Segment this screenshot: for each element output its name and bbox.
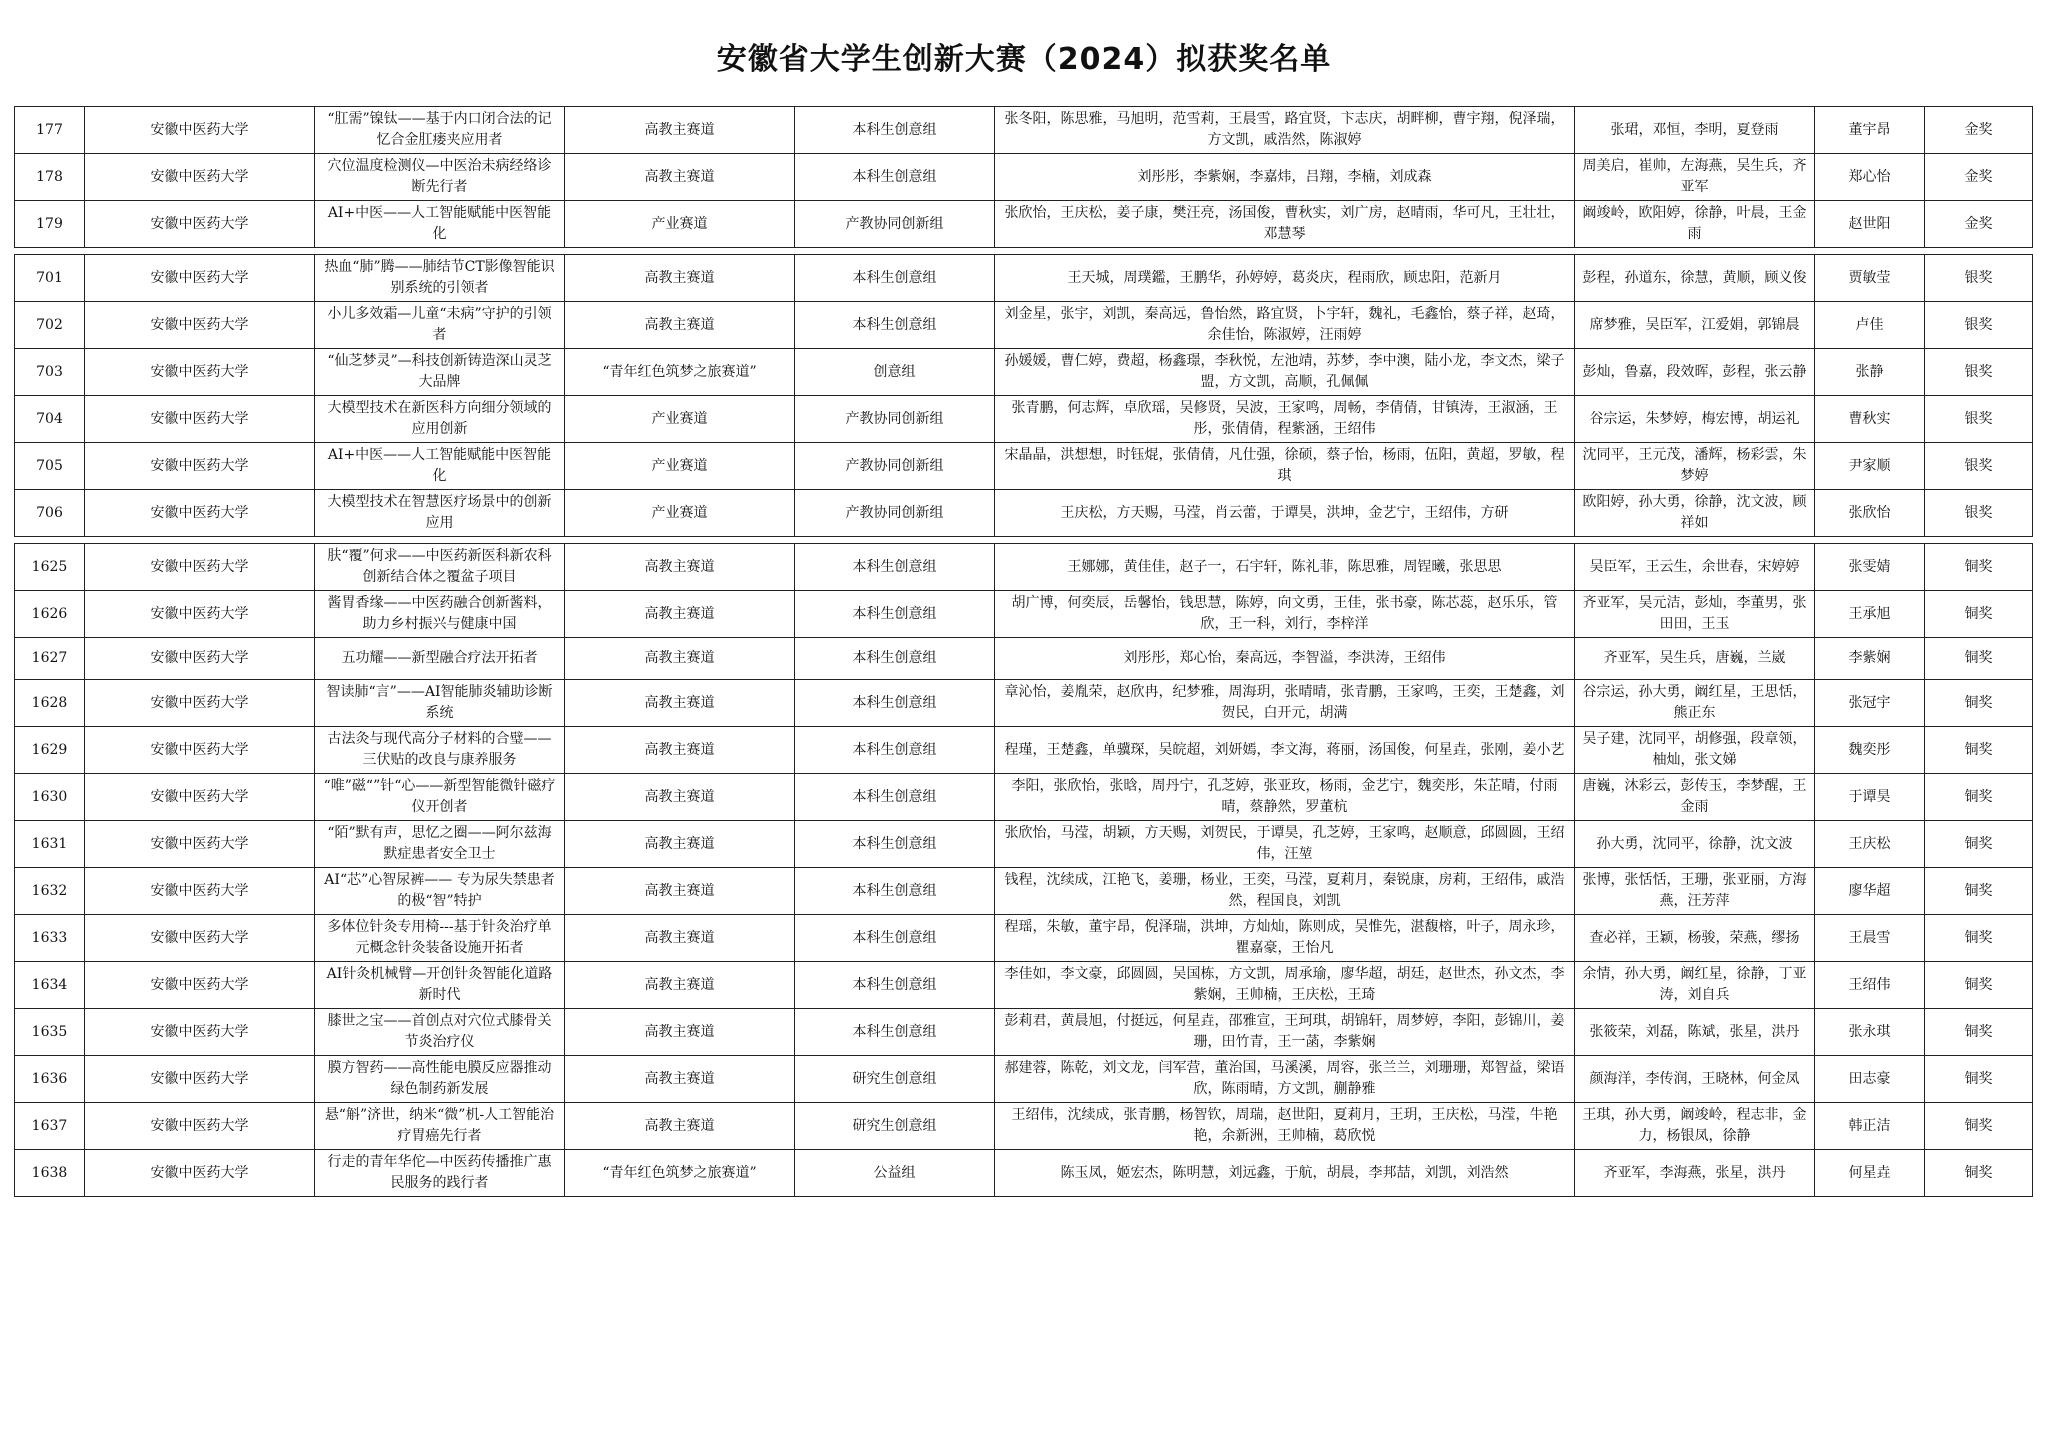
school-cell: 安徽中医药大学: [85, 1103, 315, 1150]
advisors-cell: 孙大勇，沈同平，徐静，沈文波: [1575, 821, 1815, 868]
school-cell: 安徽中医药大学: [85, 774, 315, 821]
group-cell: 创意组: [795, 349, 995, 396]
award-cell: 银奖: [1925, 443, 2033, 490]
award-cell: 铜奖: [1925, 544, 2033, 591]
group-cell: 研究生创意组: [795, 1103, 995, 1150]
award-cell: 铜奖: [1925, 680, 2033, 727]
advisors-cell: 颜海洋，李传润，王晓林，何金凤: [1575, 1056, 1815, 1103]
award-cell: 铜奖: [1925, 962, 2033, 1009]
leader-cell: 于谭昊: [1815, 774, 1925, 821]
project-cell: 肤“覆”何求——中医药新医科新农科创新结合体之覆盆子项目: [315, 544, 565, 591]
award-cell: 金奖: [1925, 154, 2033, 201]
group-cell: 本科生创意组: [795, 962, 995, 1009]
school-cell: 安徽中医药大学: [85, 349, 315, 396]
members-cell: 李阳，张欣怡，张晗，周丹宁，孔芝婷，张亚玫，杨雨，金艺宁，魏奕彤，朱芷晴，付雨晴，蔡静然，罗董杭: [995, 774, 1575, 821]
track-cell: 高教主赛道: [565, 868, 795, 915]
table-row: [15, 544, 2033, 591]
table-row: [15, 154, 2033, 201]
leader-cell: 张冠宇: [1815, 680, 1925, 727]
award-cell: 铜奖: [1925, 821, 2033, 868]
table-row: [15, 302, 2033, 349]
leader-cell: 张永琪: [1815, 1009, 1925, 1056]
track-cell: 产业赛道: [565, 396, 795, 443]
advisors-cell: 齐亚军，李海燕，张星，洪丹: [1575, 1150, 1815, 1197]
award-cell: 金奖: [1925, 107, 2033, 154]
table-row: [15, 1056, 2033, 1103]
members-cell: 刘彤彤，郑心怡，秦高远，李智溢，李洪涛，王绍伟: [995, 638, 1575, 680]
members-cell: 张欣怡，马滢，胡颖，方天赐，刘贺民，于谭昊，孔芝婷，王家鸣，赵顺意，邱圆圆，王绍伟，汪堃: [995, 821, 1575, 868]
award-cell: 银奖: [1925, 302, 2033, 349]
table-row: [15, 1150, 2033, 1197]
group-cell: 产教协同创新组: [795, 490, 995, 537]
number-cell: 1633: [15, 915, 85, 962]
leader-cell: 张静: [1815, 349, 1925, 396]
number-cell: 1636: [15, 1056, 85, 1103]
leader-cell: 王承旭: [1815, 591, 1925, 638]
leader-cell: 郑心怡: [1815, 154, 1925, 201]
leader-cell: 王晨雪: [1815, 915, 1925, 962]
leader-cell: 田志豪: [1815, 1056, 1925, 1103]
number-cell: 1630: [15, 774, 85, 821]
school-cell: 安徽中医药大学: [85, 302, 315, 349]
advisors-cell: 张博，张恬恬，王珊，张亚丽，方海燕，汪芳萍: [1575, 868, 1815, 915]
number-cell: 701: [15, 255, 85, 302]
track-cell: 高教主赛道: [565, 591, 795, 638]
table-row: [15, 349, 2033, 396]
track-cell: 高教主赛道: [565, 915, 795, 962]
project-cell: 小儿多效霜—儿童“未病”守护的引领者: [315, 302, 565, 349]
number-cell: 1629: [15, 727, 85, 774]
project-cell: 穴位温度检测仪—中医治未病经络诊断先行者: [315, 154, 565, 201]
group-cell: 本科生创意组: [795, 544, 995, 591]
award-table-section: [14, 254, 2033, 537]
track-cell: 高教主赛道: [565, 638, 795, 680]
table-row: [15, 868, 2033, 915]
school-cell: 安徽中医药大学: [85, 821, 315, 868]
project-cell: 古法灸与现代高分子材料的合璧——三伏贴的改良与康养服务: [315, 727, 565, 774]
table-row: [15, 107, 2033, 154]
school-cell: 安徽中医药大学: [85, 396, 315, 443]
members-cell: 王庆松，方天赐，马滢，肖云蕾，于谭昊，洪坤，金艺宁，王绍伟，方研: [995, 490, 1575, 537]
table-row: [15, 255, 2033, 302]
project-cell: 大模型技术在新医科方向细分领域的应用创新: [315, 396, 565, 443]
members-cell: 王天城，周璞鑑，王鹏华，孙婷婷，葛炎庆，程雨欣，顾忠阳，范新月: [995, 255, 1575, 302]
leader-cell: 张欣怡: [1815, 490, 1925, 537]
project-cell: AI+中医——人工智能赋能中医智能化: [315, 201, 565, 248]
number-cell: 1634: [15, 962, 85, 1009]
project-cell: 行走的青年华佗—中医药传播推广惠民服务的践行者: [315, 1150, 565, 1197]
table-row: [15, 774, 2033, 821]
award-cell: 银奖: [1925, 396, 2033, 443]
members-cell: 郝建蓉，陈乾，刘文龙，闫军营，董治国，马溪溪，周容，张兰兰，刘珊珊，郑智益，梁语欣，陈雨晴，方文凯，蒯静雅: [995, 1056, 1575, 1103]
group-cell: 本科生创意组: [795, 868, 995, 915]
table-row: [15, 1009, 2033, 1056]
members-cell: 宋晶晶，洪想想，时钰焜，张倩倩，凡仕强，徐硕，蔡子怡，杨雨，伍阳，黄超，罗敏，程琪: [995, 443, 1575, 490]
advisors-cell: 欧阳婷，孙大勇，徐静，沈文波，顾祥如: [1575, 490, 1815, 537]
project-cell: “肛需”镍钛——基于内口闭合法的记忆合金肛瘘夹应用者: [315, 107, 565, 154]
advisors-cell: 吴子建，沈同平，胡修强，段章领，柚灿，张文娣: [1575, 727, 1815, 774]
number-cell: 1625: [15, 544, 85, 591]
number-cell: 179: [15, 201, 85, 248]
group-cell: 本科生创意组: [795, 302, 995, 349]
group-cell: 产教协同创新组: [795, 443, 995, 490]
group-cell: 本科生创意组: [795, 680, 995, 727]
project-cell: “仙芝梦灵”—科技创新铸造深山灵芝大品牌: [315, 349, 565, 396]
number-cell: 703: [15, 349, 85, 396]
award-cell: 银奖: [1925, 349, 2033, 396]
track-cell: “青年红色筑梦之旅赛道”: [565, 349, 795, 396]
project-cell: “陌”默有声，思忆之圈——阿尔兹海默症患者安全卫士: [315, 821, 565, 868]
number-cell: 1635: [15, 1009, 85, 1056]
leader-cell: 尹家顺: [1815, 443, 1925, 490]
school-cell: 安徽中医药大学: [85, 490, 315, 537]
advisors-cell: 周美启，崔帅，左海燕，吴生兵，齐亚军: [1575, 154, 1815, 201]
number-cell: 1628: [15, 680, 85, 727]
table-row: [15, 915, 2033, 962]
leader-cell: 卢佳: [1815, 302, 1925, 349]
advisors-cell: 齐亚军，吴元洁，彭灿，李董男，张田田，王玉: [1575, 591, 1815, 638]
members-cell: 张欣怡，王庆松，姜子康，樊汪亮，汤国俊，曹秋实，刘广房，赵晴雨，华可凡，王壮壮，邓慧琴: [995, 201, 1575, 248]
number-cell: 1632: [15, 868, 85, 915]
members-cell: 陈玉凤，姬宏杰，陈明慧，刘远鑫，于航，胡晨，李邦喆，刘凯，刘浩然: [995, 1150, 1575, 1197]
group-cell: 本科生创意组: [795, 154, 995, 201]
track-cell: 高教主赛道: [565, 302, 795, 349]
project-cell: 酱胃香缘——中医药融合创新酱料，助力乡村振兴与健康中国: [315, 591, 565, 638]
advisors-cell: 谷宗运，朱梦婷，梅宏博，胡运礼: [1575, 396, 1815, 443]
award-cell: 铜奖: [1925, 1150, 2033, 1197]
school-cell: 安徽中医药大学: [85, 915, 315, 962]
table-row: [15, 443, 2033, 490]
award-cell: 铜奖: [1925, 1009, 2033, 1056]
leader-cell: 廖华超: [1815, 868, 1925, 915]
award-cell: 铜奖: [1925, 591, 2033, 638]
award-cell: 铜奖: [1925, 868, 2033, 915]
members-cell: 程瑾，王楚鑫，单骥琛，吴皖超，刘妍嫣，李文海，蒋丽，汤国俊，何星垚，张刚，姜小艺: [995, 727, 1575, 774]
award-list: [14, 94, 2032, 1197]
project-cell: “唯”磁“”针“心——新型智能微针磁疗仪开创者: [315, 774, 565, 821]
table-row: [15, 680, 2033, 727]
project-cell: AI+中医——人工智能赋能中医智能化: [315, 443, 565, 490]
members-cell: 彭莉君，黄晨旭，付挺远，何星垚，邵雅宣，王珂琪，胡锦轩，周梦婷，李阳，彭锦川，姜珊，田竹青，王一菡，李紫娴: [995, 1009, 1575, 1056]
leader-cell: 董宇昂: [1815, 107, 1925, 154]
table-row: [15, 1103, 2033, 1150]
school-cell: 安徽中医药大学: [85, 107, 315, 154]
project-cell: 膜方智药——高性能电膜反应器推动绿色制药新发展: [315, 1056, 565, 1103]
project-cell: 大模型技术在智慧医疗场景中的创新应用: [315, 490, 565, 537]
members-cell: 刘彤彤，李紫娴，李嘉炜，吕翔，李楠，刘成森: [995, 154, 1575, 201]
number-cell: 706: [15, 490, 85, 537]
number-cell: 1626: [15, 591, 85, 638]
advisors-cell: 查必祥，王颖，杨骏，荣燕，缪扬: [1575, 915, 1815, 962]
group-cell: 本科生创意组: [795, 638, 995, 680]
group-cell: 本科生创意组: [795, 915, 995, 962]
project-cell: 膝世之宝——首创点对穴位式膝骨关节炎治疗仪: [315, 1009, 565, 1056]
track-cell: 高教主赛道: [565, 1009, 795, 1056]
group-cell: 研究生创意组: [795, 1056, 995, 1103]
award-cell: 银奖: [1925, 490, 2033, 537]
advisors-cell: 席梦雅，吴臣军，江爱娟，郭锦晨: [1575, 302, 1815, 349]
project-cell: 智读肺“言”——AI智能肺炎辅助诊断系统: [315, 680, 565, 727]
leader-cell: 赵世阳: [1815, 201, 1925, 248]
advisors-cell: 张珺，邓恒，李明，夏登雨: [1575, 107, 1815, 154]
award-table-section: [14, 106, 2033, 248]
track-cell: 高教主赛道: [565, 727, 795, 774]
track-cell: “青年红色筑梦之旅赛道”: [565, 1150, 795, 1197]
school-cell: 安徽中医药大学: [85, 727, 315, 774]
advisors-cell: 齐亚军，吴生兵，唐巍，兰崴: [1575, 638, 1815, 680]
number-cell: 177: [15, 107, 85, 154]
award-cell: 金奖: [1925, 201, 2033, 248]
group-cell: 产教协同创新组: [795, 201, 995, 248]
table-row: [15, 201, 2033, 248]
group-cell: 本科生创意组: [795, 821, 995, 868]
track-cell: 高教主赛道: [565, 154, 795, 201]
track-cell: 高教主赛道: [565, 544, 795, 591]
school-cell: 安徽中医药大学: [85, 591, 315, 638]
project-cell: 悬“斛”济世，纳米“微”机-人工智能治疗胃癌先行者: [315, 1103, 565, 1150]
track-cell: 高教主赛道: [565, 255, 795, 302]
school-cell: 安徽中医药大学: [85, 680, 315, 727]
members-cell: 刘金星，张宇，刘凯，秦高远，鲁怡然，路宜贤，卜宇轩，魏礼，毛鑫怡，蔡子祥，赵琦，余佳怡，陈淑婷，汪雨婷: [995, 302, 1575, 349]
school-cell: 安徽中医药大学: [85, 1150, 315, 1197]
track-cell: 产业赛道: [565, 201, 795, 248]
award-cell: 铜奖: [1925, 638, 2033, 680]
leader-cell: 贾敏莹: [1815, 255, 1925, 302]
members-cell: 胡广博，何奕辰，岳馨怡，钱思慧，陈婷，向文勇，王佳，张书豪，陈芯蕊，赵乐乐，管欣，王一科，刘行，李梓洋: [995, 591, 1575, 638]
group-cell: 本科生创意组: [795, 107, 995, 154]
table-row: [15, 638, 2033, 680]
group-cell: 本科生创意组: [795, 1009, 995, 1056]
project-cell: AI“芯”心智尿裤—— 专为尿失禁患者的极“智”特护: [315, 868, 565, 915]
award-cell: 铜奖: [1925, 774, 2033, 821]
school-cell: 安徽中医药大学: [85, 154, 315, 201]
advisors-cell: 唐巍，沐彩云，彭传玉，李梦醒，王金雨: [1575, 774, 1815, 821]
advisors-cell: 彭灿，鲁嘉，段效晖，彭程，张云静: [1575, 349, 1815, 396]
table-row: [15, 962, 2033, 1009]
school-cell: 安徽中医药大学: [85, 255, 315, 302]
number-cell: 702: [15, 302, 85, 349]
number-cell: 704: [15, 396, 85, 443]
number-cell: 1627: [15, 638, 85, 680]
advisors-cell: 余情，孙大勇，阚红星，徐静，丁亚涛，刘自兵: [1575, 962, 1815, 1009]
group-cell: 本科生创意组: [795, 591, 995, 638]
members-cell: 程瑶，朱敏，董宇昂，倪泽瑞，洪坤，方灿灿，陈则成，吴惟先，湛馥榕，叶子，周永珍，瞿嘉豪，王怡凡: [995, 915, 1575, 962]
table-row: [15, 591, 2033, 638]
track-cell: 产业赛道: [565, 443, 795, 490]
advisors-cell: 吴臣军，王云生，余世春，宋婷婷: [1575, 544, 1815, 591]
number-cell: 1631: [15, 821, 85, 868]
number-cell: 1637: [15, 1103, 85, 1150]
table-row: [15, 490, 2033, 537]
number-cell: 705: [15, 443, 85, 490]
award-cell: 铜奖: [1925, 1103, 2033, 1150]
track-cell: 产业赛道: [565, 490, 795, 537]
number-cell: 178: [15, 154, 85, 201]
leader-cell: 韩正洁: [1815, 1103, 1925, 1150]
project-cell: 热血“肺”腾——肺结节CT影像智能识别系统的引领者: [315, 255, 565, 302]
table-row: [15, 396, 2033, 443]
advisors-cell: 阚竣岭，欧阳婷，徐静，叶晨，王金雨: [1575, 201, 1815, 248]
members-cell: 张冬阳，陈思雅，马旭明，范雪莉，王晨雪，路宜贤，卞志庆，胡畔柳，曹宇翔，倪泽瑞，方文凯，戚浩然，陈淑婷: [995, 107, 1575, 154]
leader-cell: 王庆松: [1815, 821, 1925, 868]
leader-cell: 张雯婧: [1815, 544, 1925, 591]
advisors-cell: 王琪，孙大勇，阚竣岭，程志非，金力，杨银凤，徐静: [1575, 1103, 1815, 1150]
table-row: [15, 727, 2033, 774]
school-cell: 安徽中医药大学: [85, 962, 315, 1009]
track-cell: 高教主赛道: [565, 1056, 795, 1103]
members-cell: 张青鹏，何志辉，卓欣瑶，吴修贤，吴波，王家鸣，周畅，李倩倩，甘镇涛，王淑涵，王彤，张倩倩，程紫涵，王绍伟: [995, 396, 1575, 443]
number-cell: 1638: [15, 1150, 85, 1197]
track-cell: 高教主赛道: [565, 680, 795, 727]
project-cell: AI针灸机械臂—开创针灸智能化道路新时代: [315, 962, 565, 1009]
award-cell: 铜奖: [1925, 727, 2033, 774]
members-cell: 章沁怡，姜胤荣，赵欣冉，纪梦雅，周海玥，张晴晴，张青鹏，王家鸣，王奕，王楚鑫，刘贺民，白开元，胡满: [995, 680, 1575, 727]
group-cell: 本科生创意组: [795, 727, 995, 774]
advisors-cell: 张筱荣，刘磊，陈斌，张星，洪丹: [1575, 1009, 1815, 1056]
project-cell: 五功耀——新型融合疗法开拓者: [315, 638, 565, 680]
members-cell: 孙媛媛，曹仁婷，费超，杨鑫璟，李秋悦，左池靖，苏梦，李中澳，陆小龙，李文杰，梁子盟，方文凯，高顺，孔佩佩: [995, 349, 1575, 396]
school-cell: 安徽中医药大学: [85, 443, 315, 490]
advisors-cell: 沈同平，王元茂，潘辉，杨彩雲，朱梦婷: [1575, 443, 1815, 490]
award-cell: 银奖: [1925, 255, 2033, 302]
section-gap: [14, 94, 2032, 106]
members-cell: 钱程，沈续成，江艳飞，姜珊，杨业，王奕，马滢，夏莉月，秦锐康，房莉，王绍伟，戚浩然，程国良，刘凯: [995, 868, 1575, 915]
page-title: 安徽省大学生创新大赛（2024）拟获奖名单: [716, 42, 1332, 77]
track-cell: 高教主赛道: [565, 107, 795, 154]
members-cell: 王绍伟，沈续成，张青鹏，杨智钦，周瑞，赵世阳，夏莉月，王玥，王庆松，马滢，牛艳艳，余新洲，王帅楠，葛欣悦: [995, 1103, 1575, 1150]
leader-cell: 何星垚: [1815, 1150, 1925, 1197]
school-cell: 安徽中医药大学: [85, 1009, 315, 1056]
track-cell: 高教主赛道: [565, 1103, 795, 1150]
award-table-section: [14, 543, 2033, 1197]
school-cell: 安徽中医药大学: [85, 544, 315, 591]
advisors-cell: 彭程，孙道东，徐慧，黄顺，顾义俊: [1575, 255, 1815, 302]
group-cell: 产教协同创新组: [795, 396, 995, 443]
advisors-cell: 谷宗运，孙大勇，阚红星，王思恬，熊正东: [1575, 680, 1815, 727]
leader-cell: 王绍伟: [1815, 962, 1925, 1009]
track-cell: 高教主赛道: [565, 821, 795, 868]
leader-cell: 李紫娴: [1815, 638, 1925, 680]
school-cell: 安徽中医药大学: [85, 201, 315, 248]
leader-cell: 曹秋实: [1815, 396, 1925, 443]
award-cell: 铜奖: [1925, 1056, 2033, 1103]
table-row: [15, 821, 2033, 868]
track-cell: 高教主赛道: [565, 962, 795, 1009]
project-cell: 多体位针灸专用椅---基于针灸治疗单元概念针灸装备设施开拓者: [315, 915, 565, 962]
school-cell: 安徽中医药大学: [85, 638, 315, 680]
school-cell: 安徽中医药大学: [85, 1056, 315, 1103]
group-cell: 本科生创意组: [795, 774, 995, 821]
leader-cell: 魏奕彤: [1815, 727, 1925, 774]
award-cell: 铜奖: [1925, 915, 2033, 962]
group-cell: 本科生创意组: [795, 255, 995, 302]
track-cell: 高教主赛道: [565, 774, 795, 821]
members-cell: 王娜娜，黄佳佳，赵子一，石宇轩，陈礼菲，陈思雅，周锃曦，张思思: [995, 544, 1575, 591]
members-cell: 李佳如，李文豪，邱圆圆，吴国栋，方文凯，周承瑜，廖华超，胡廷，赵世杰，孙文杰，李紫娴，王帅楠，王庆松，王琦: [995, 962, 1575, 1009]
group-cell: 公益组: [795, 1150, 995, 1197]
school-cell: 安徽中医药大学: [85, 868, 315, 915]
